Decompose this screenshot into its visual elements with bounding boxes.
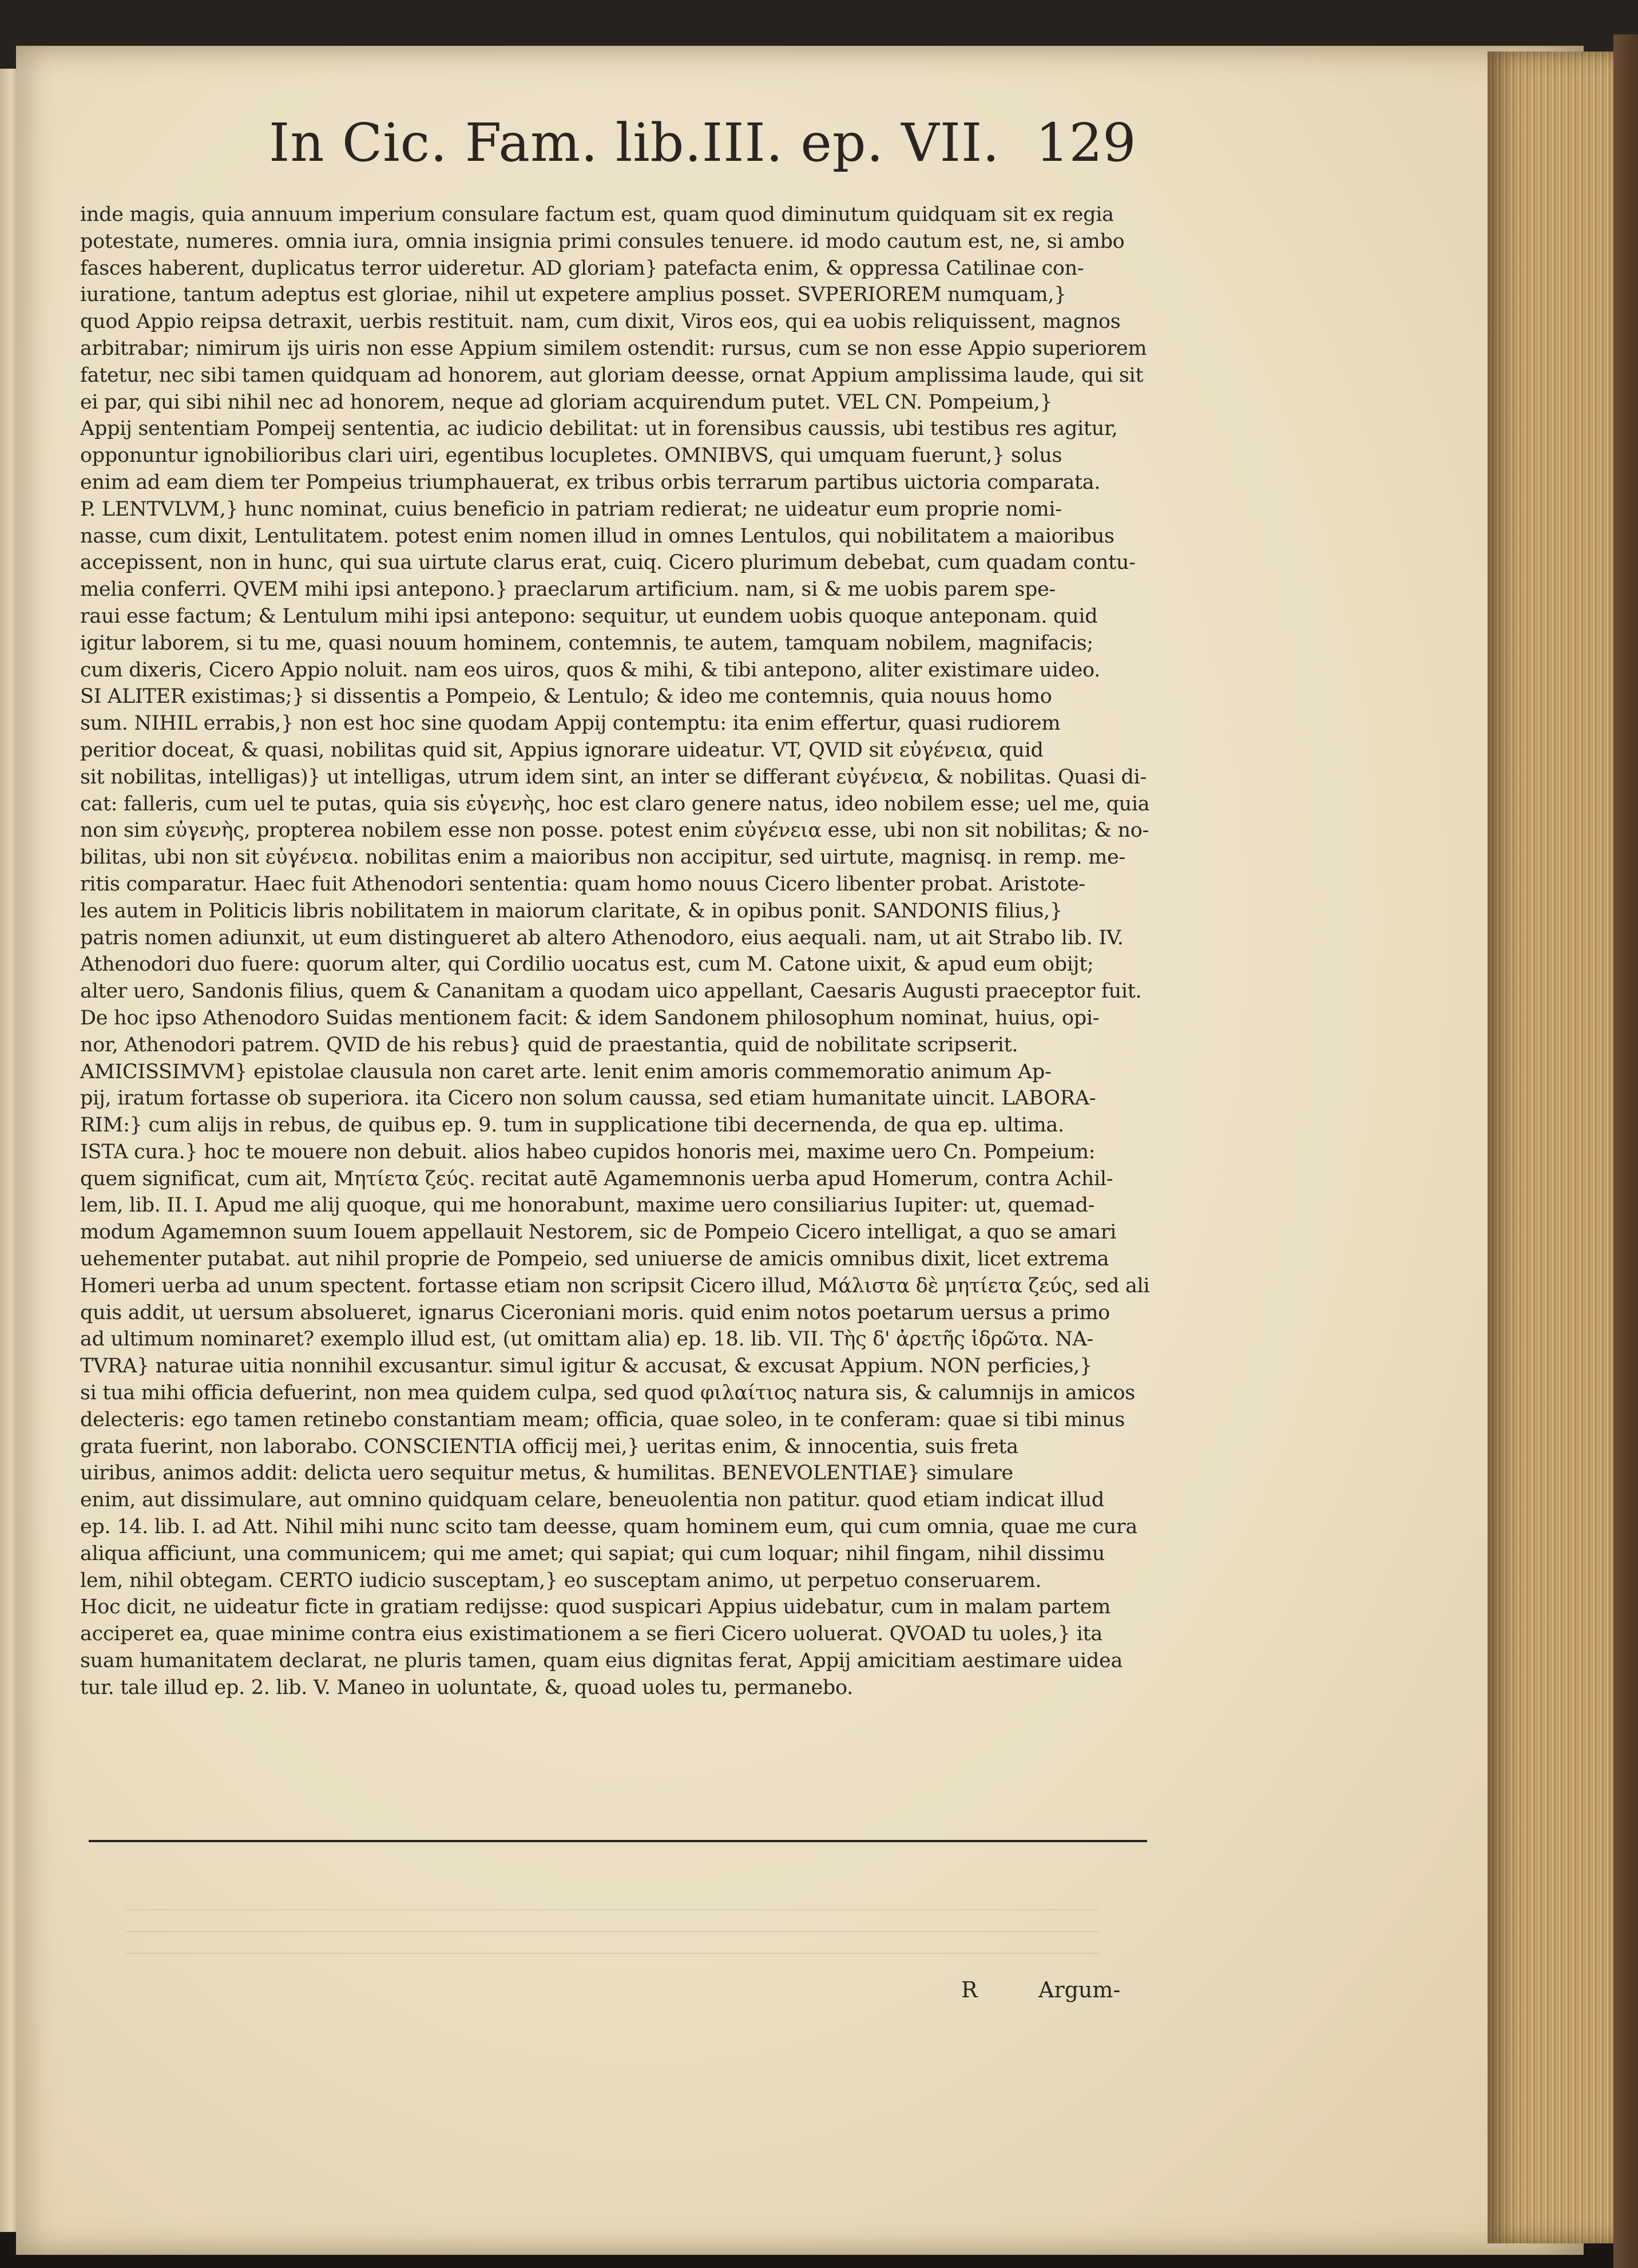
page-header [80, 109, 1156, 189]
text-line: ei par, qui sibi nihil nec ad honorem, neque ad gloriam acquirendum putet. VEL CN. Pompeium,} [80, 390, 1053, 414]
text-line: uehementer putabat. aut nihil proprie de Pompeio, sed uniuerse de amicis omnibus dixit, licet extrema [80, 1248, 1109, 1271]
text-line: ritis comparatur. Haec fuit Athenodori sententia: quam homo nouus Cicero libenter probat. Aristote- [80, 872, 1085, 896]
text-line: opponuntur ignobilioribus clari uiri, egentibus locupletes. OMNIBVS, qui umquam fuerunt,} solus [80, 444, 1062, 468]
text-line: potestate, numeres. omnia iura, omnia insignia primi consules tenuere. id modo cautum est, ne, si ambo [80, 229, 1125, 253]
text-line: les autem in Politicis libris nobilitatem in maiorum claritate, & in opibus ponit. SANDONIS filius,} [80, 899, 1062, 923]
text-line: patris nomen adiunxit, ut eum distingueret ab altero Athenodoro, eius aequali. nam, ut ait Strabo lib. IV. [80, 926, 1124, 949]
catchword: Argum- [1038, 1977, 1121, 2002]
text-line: ISTA cura.} hoc te mouere non debuit. alios habeo cupidos honoris mei, maxime uero Cn. Pompeium: [80, 1140, 1096, 1163]
text-line: iuratione, tantum adeptus est gloriae, nihil ut expetere amplius posset. SVPERIOREM numquam,} [80, 283, 1067, 307]
text-line: AMICISSIMVM} epistolae clausula non caret arte. lenit enim amoris commemoratio animum Ap- [80, 1060, 1052, 1083]
text-line: enim ad eam diem ter Pompeius triumphauerat, ex tribus orbis terrarum partibus uictoria comparata. [80, 470, 1101, 494]
text-line: lem, lib. II. I. Apud me alij quoque, qui me honorabunt, maxime uero consiliarius Iupiter: ut, quemad- [80, 1194, 1095, 1217]
text-line: arbitrabar; nimirum ijs uiris non esse Appium similem ostendit: rursus, cum se non esse Appio superiorem [80, 337, 1147, 360]
text-line: tur. tale illud ep. 2. lib. V. Maneo in uoluntate, &, quoad uoles tu, permanebo. [80, 1676, 853, 1699]
show-through-texture [126, 1889, 1098, 1957]
text-line: quis addit, ut uersum absolueret, ignarus Ciceroniani moris. quid enim notos poetarum uersus a primo [80, 1301, 1110, 1324]
text-line: grata fuerint, non laborabo. CONSCIENTIA officij mei,} ueritas enim, & innocentia, suis freta [80, 1435, 1018, 1458]
text-line: accepissent, non in hunc, qui sua uirtute clarus erat, cuiq. Cicero plurimum debebat, cum quadam contu- [80, 551, 1136, 575]
text-line: melia conferri. QVEM mihi ipsi antepono.} praeclarum artificium. nam, si & me uobis parem spe- [80, 578, 1056, 601]
text-line: cum dixeris, Cicero Appio noluit. nam eos uiros, quos & mihi, & tibi antepono, aliter existimare uideo. [80, 658, 1101, 682]
text-line: fasces haberent, duplicatus terror uideretur. AD gloriam} patefacta enim, & oppressa Catilinae con- [80, 256, 1084, 280]
text-line: suam humanitatem declarat, ne pluris tamen, quam eius dignitas ferat, Appij amicitiam aestimare uidea [80, 1649, 1123, 1673]
text-line: sit nobilitas, intelligas)} ut intelligas, utrum idem sint, an inter se differant εὐγένεια, & nobilitas. Quasi di- [80, 765, 1147, 789]
signature-mark: R [961, 1977, 978, 2002]
text-line: bilitas, ubi non sit εὐγένεια. nobilitas enim a maioribus non accipitur, sed uirtute, magnisq. in remp. me- [80, 846, 1125, 869]
text-line: Hoc dicit, ne uideatur ficte in gratiam redijsse: quod suspicari Appius uidebatur, cum in malam partem [80, 1596, 1111, 1619]
text-line: uiribus, animos addit: delicta uero sequitur metus, & humilitas. BENEVOLENTIAE} simulare [80, 1462, 1013, 1485]
text-line: pij, iratum fortasse ob superiora. ita Cicero non solum caussa, sed etiam humanitate uincit. LABORA- [80, 1087, 1096, 1110]
text-line: Appij sententiam Pompeij sententia, ac iudicio debilitat: ut in forensibus caussis, ubi testibus res agitur, [80, 417, 1118, 441]
text-line: ep. 14. lib. I. ad Att. Nihil mihi nunc scito tam deesse, quam hominem eum, qui cum omnia, quae me cura [80, 1515, 1137, 1539]
text-line: peritior doceat, & quasi, nobilitas quid sit, Appius ignorare uideatur. VT, QVID sit εὐγένεια, quid [80, 738, 1044, 762]
text-line: enim, aut dissimulare, aut omnino quidquam celare, beneuolentia non patitur. quod etiam indicat illud [80, 1489, 1104, 1512]
text-line: aliqua afficiunt, una communicem; qui me amet; qui sapiat; qui cum loquar; nihil fingam, nihil dissimu [80, 1542, 1105, 1565]
text-line: lem, nihil obtegam. CERTO iudicio susceptam,} eo susceptam animo, ut perpetuo conseruarem. [80, 1569, 1042, 1592]
text-line: SI ALITER existimas;} si dissentis a Pompeio, & Lentulo; & ideo me contemnis, quia nouus homo [80, 685, 1052, 708]
text-line: cat: falleris, cum uel te putas, quia sis εὐγενὴς, hoc est claro genere natus, ideo nobilem esse; uel me, quia [80, 792, 1150, 816]
text-line: modum Agamemnon suum Iouem appellauit Nestorem, sic de Pompeio Cicero intelligat, a quo se amari [80, 1221, 1117, 1244]
page-text-block [80, 109, 1156, 1701]
text-line: inde magis, quia annuum imperium consulare factum est, quam quod diminutum quidquam sit ex regia [80, 203, 1114, 226]
running-head: In Cic. Fam. lib.III. ep. VII. [269, 112, 1000, 173]
page-number: 129 [1036, 112, 1136, 173]
text-line: P. LENTVLVM,} hunc nominat, cuius beneficio in patriam redierat; ne uideatur eum proprie nomi- [80, 497, 1062, 521]
text-line: nasse, cum dixit, Lentulitatem. potest enim nomen illud in omnes Lentulos, qui nobilitatem a maioribus [80, 524, 1115, 548]
text-line: De hoc ipso Athenodoro Suidas mentionem facit: & idem Sandonem philosophum nominat, huius, opi- [80, 1006, 1100, 1030]
text-line: fatetur, nec sibi tamen quidquam ad honorem, aut gloriam deesse, ornat Appium amplissima laude, qui sit [80, 363, 1144, 387]
text-line: igitur laborem, si tu me, quasi nouum hominem, contemnis, te autem, tamquam nobilem, magnifacis; [80, 631, 1093, 655]
text-line: Athenodori duo fuere: quorum alter, qui Cordilio uocatus est, cum M. Catone uixit, & apud eum obijt; [80, 953, 1094, 976]
text-line: delecteris: ego tamen retinebo constantiam meam; officia, quae soleo, in te conferam: quae si tibi minus [80, 1408, 1125, 1431]
text-line: raui esse factum; & Lentulum mihi ipsi antepono: sequitur, ut eundem uobis quoque anteponam. quid [80, 604, 1098, 628]
previous-page-edge [0, 69, 16, 2232]
book-cover-edge [1613, 34, 1638, 2268]
footer-rule [89, 1840, 1147, 1842]
text-line: nor, Athenodori patrem. QVID de his rebus} quid de praestantia, quid de nobilitate scripserit. [80, 1033, 1018, 1056]
text-line: non sim εὐγενὴς, propterea nobilem esse non posse. potest enim εὐγένεια esse, ubi non sit nobilitas; & no- [80, 819, 1149, 842]
text-line: quod Appio reipsa detraxit, uerbis restituit. nam, cum dixit, Viros eos, qui ea uobis reliquissent, magnos [80, 310, 1121, 334]
page-fore-edge [1488, 52, 1619, 2243]
text-line: ad ultimum nominaret? exemplo illud est, (ut omittam alia) ep. 18. lib. VII. Τὴς δ' ἀρετῆς ἱδρῶτα. NA- [80, 1328, 1094, 1351]
text-line: sum. NIHIL errabis,} non est hoc sine quodam Appij contemptu: ita enim effertur, quasi rudiorem [80, 712, 1061, 735]
text-line: si tua mihi officia defuerint, non mea quidem culpa, sed quod φιλαίτιος natura sis, & calumnijs in amicos [80, 1382, 1135, 1405]
text-line: acciperet ea, quae minime contra eius existimationem a se fieri Cicero uoluerat. QVOAD tu uoles,} ita [80, 1622, 1102, 1646]
text-line: Homeri uerba ad unum spectent. fortasse etiam non scripsit Cicero illud, Μάλιστα δὲ μητίετα ζεύς, sed ali [80, 1274, 1150, 1297]
text-line: RIM:} cum alijs in rebus, de quibus ep. 9. tum in supplicatione tibi decernenda, de qua ep. ultima. [80, 1114, 1064, 1137]
commentary-text [80, 201, 1156, 1701]
text-line: quem significat, cum ait, Μητίετα ζεύς. recitat autē Agamemnonis uerba apud Homerum, contra Achil- [80, 1167, 1113, 1190]
text-line: alter uero, Sandonis filius, quem & Cananitam a quodam uico appellant, Caesaris Augusti praeceptor fuit. [80, 980, 1142, 1003]
text-line: TVRA} naturae uitia nonnihil excusantur. simul igitur & accusat, & excusat Appium. NON perficies,} [80, 1355, 1092, 1378]
